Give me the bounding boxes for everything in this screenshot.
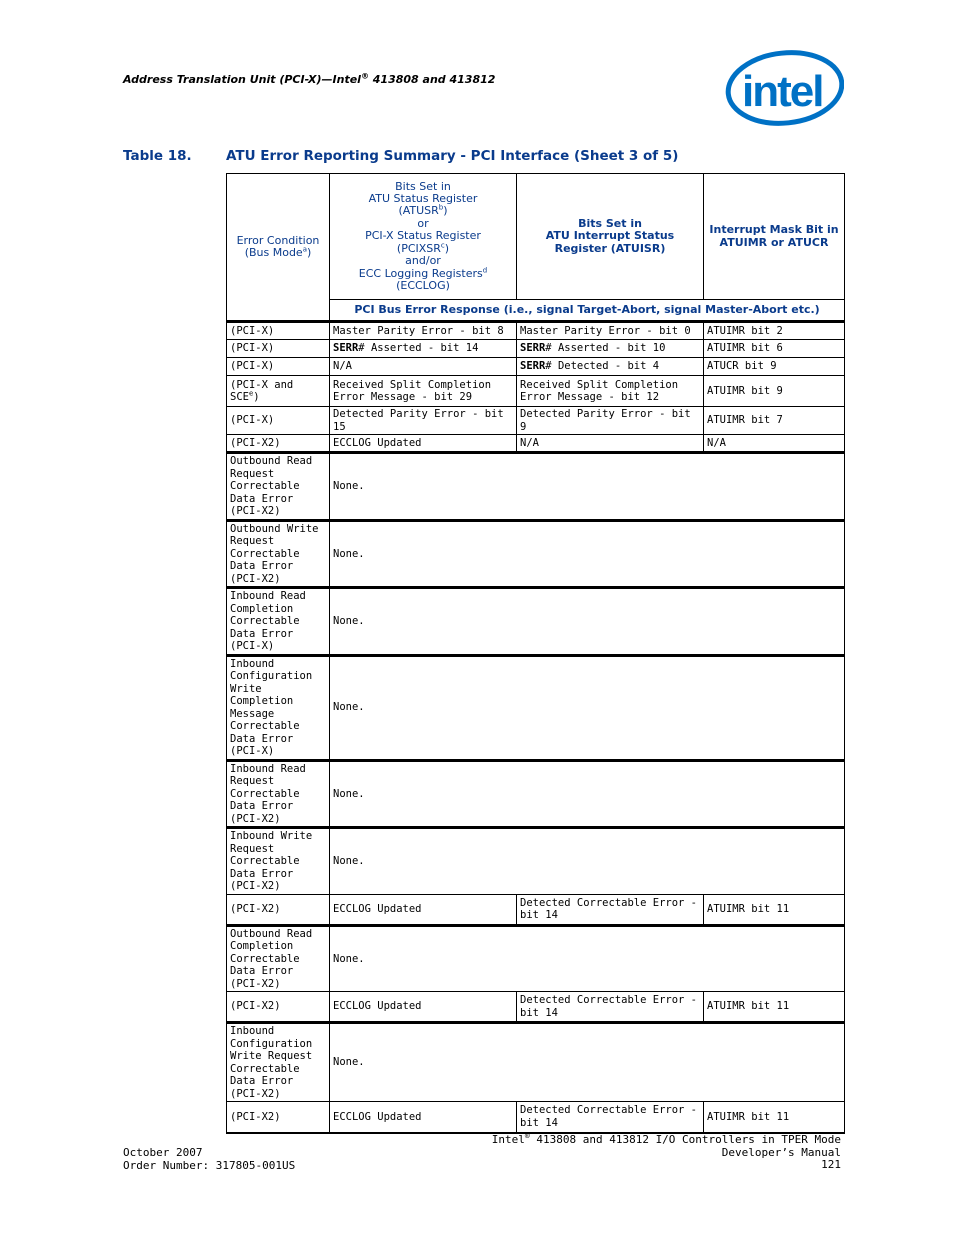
table-header-row — [227, 174, 845, 300]
table-row: Outbound Read Request Correctable Data Error (PCI-X2) None. — [227, 453, 845, 521]
table-row: (PCI-X2) ECCLOG Updated Detected Correctable Error - bit 14 ATUIMR bit 11 — [227, 894, 845, 925]
svg-text:intel: intel — [742, 67, 823, 116]
table-row: Outbound Write Request Correctable Data Error (PCI-X2) None. — [227, 520, 845, 588]
table-row: (PCI-X) Detected Parity Error - bit 15 Detected Parity Error - bit 9 ATUIMR bit 7 — [227, 407, 845, 435]
error-reporting-table — [226, 173, 845, 1134]
table-row: (PCI-X) Master Parity Error - bit 8 Master Parity Error - bit 0 ATUIMR bit 2 — [227, 322, 845, 340]
subheader-pci-bus-error-response: PCI Bus Error Response (i.e., signal Target-Abort, signal Master-Abort etc.) — [330, 300, 845, 322]
table-row: Inbound Configuration Write Completion Message Correctable Data Error (PCI-X) None. — [227, 655, 845, 760]
table-row: (PCI-X2) ECCLOG Updated N/A N/A — [227, 435, 845, 453]
running-header: Address Translation Unit (PCI-X)—Intel® 413808 and 413812 — [123, 71, 496, 86]
footer-product: Intel® 413808 and 413812 I/O Controllers in TPER Mode — [491, 1131, 841, 1146]
table-row: Inbound Read Request Correctable Data Error (PCI-X2) None. — [227, 760, 845, 828]
intel-logo — [722, 48, 844, 128]
footer-date: October 2007 — [123, 1146, 203, 1159]
table-row: Inbound Write Request Correctable Data Error (PCI-X2) None. — [227, 828, 845, 895]
footer-right — [491, 1131, 841, 1172]
table-row: (PCI-X and SCE$^e$) Received Split Completion Error Message - bit 29 Received Split Completion Error Message - bit 12 ATUIMR bit 9 — [227, 376, 845, 407]
table-row: (PCI-X2) ECCLOG Updated Detected Correctable Error - bit 14 ATUIMR bit 11 — [227, 992, 845, 1023]
table-row: Inbound Read Completion Correctable Data Error (PCI-X) None. — [227, 588, 845, 656]
table-row: Outbound Read Completion Correctable Data Error (PCI-X2) None. — [227, 925, 845, 992]
table-row: Inbound Configuration Write Request Correctable Data Error (PCI-X2) None. — [227, 1023, 845, 1102]
table-title: Table 18. ATU Error Reporting Summary - PCI Interface (Sheet 3 of 5) — [123, 148, 679, 164]
table-row: (PCI-X) SERR# Asserted - bit 14 SERR# Asserted - bit 10 ATUIMR bit 6 — [227, 340, 845, 358]
col-header-interrupt-status: Bits Set in ATU Interrupt Status Register (ATUISR) — [517, 174, 704, 300]
footer-order-number: Order Number: 317805-001US — [123, 1158, 296, 1172]
page-number: 121 — [821, 1158, 841, 1171]
col-header-status-bits: Bits Set in ATU Status Register (ATUSR$^b$) or PCI-X Status Register (PCIXSR$^c$) and/or ECC Logging Registers$^d$ (ECCLOG) — [330, 174, 517, 300]
table-row: (PCI-X2) ECCLOG Updated Detected Correctable Error - bit 14 ATUIMR bit 11 — [227, 1102, 845, 1133]
col-header-error-condition: Error Condition (Bus Mode$^a$) — [227, 174, 330, 322]
col-header-interrupt-mask: Interrupt Mask Bit in ATUIMR or ATUCR — [704, 174, 845, 300]
footer-doc: Developer’s Manual — [721, 1145, 841, 1159]
footer-left — [123, 1147, 295, 1172]
table-row: (PCI-X) N/A SERR# Detected - bit 4 ATUCR bit 9 — [227, 358, 845, 376]
